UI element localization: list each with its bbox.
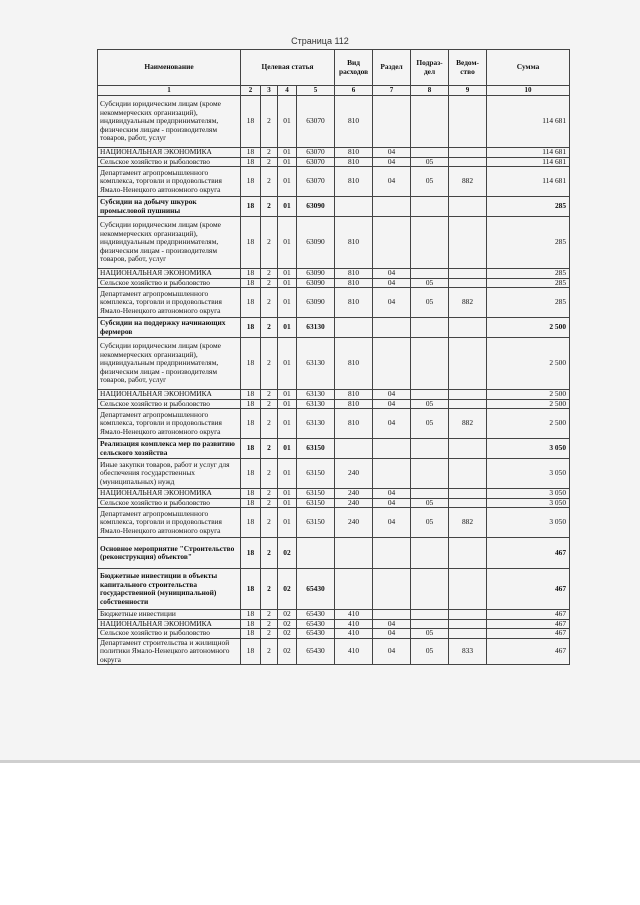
cell-code-b: 2 [261, 96, 278, 148]
cell-code-c: 02 [278, 619, 297, 629]
cell-name: Департамент строительства и жилищной политики Ямало-Ненецкого автономного округа [98, 638, 241, 665]
cell-name: Департамент агропромышленного комплекса, торговли и продовольствия Ямало-Ненецкого автономного округа [98, 288, 241, 318]
cell-code-d: 65430 [297, 569, 335, 610]
cell-subsection [411, 217, 449, 269]
cell-code-d: 63070 [297, 148, 335, 158]
cell-department [449, 498, 487, 508]
cell-code-d: 63130 [297, 409, 335, 439]
header-expense-type: Вид расходов [335, 50, 373, 86]
cell-section [373, 96, 411, 148]
cell-name: Сельское хозяйство и рыболовство [98, 157, 241, 167]
cell-expense-type: 240 [335, 489, 373, 499]
cell-sum: 2 500 [487, 338, 570, 390]
cell-code-c: 01 [278, 269, 297, 279]
cell-sum: 285 [487, 269, 570, 279]
cell-subsection: 05 [411, 157, 449, 167]
cell-department [449, 148, 487, 158]
cell-expense-type: 810 [335, 409, 373, 439]
cell-department [449, 217, 487, 269]
cell-section: 04 [373, 278, 411, 288]
cell-code-a: 18 [241, 167, 261, 197]
column-number: 5 [297, 86, 335, 96]
cell-name: Бюджетные инвестиции в объекты капитального строительства государственной (муниципальной) собственности [98, 569, 241, 610]
cell-code-d: 63130 [297, 390, 335, 400]
cell-code-b: 2 [261, 157, 278, 167]
cell-code-c: 02 [278, 629, 297, 639]
cell-name: Субсидии юридическим лицам (кроме некоммерческих организаций), индивидуальным предпринимателям, физическим лицам - производителям товаров, работ, услуг [98, 338, 241, 390]
cell-section: 04 [373, 148, 411, 158]
cell-section [373, 217, 411, 269]
cell-name: Департамент агропромышленного комплекса, торговли и продовольствия Ямало-Ненецкого автономного округа [98, 409, 241, 439]
cell-subsection [411, 569, 449, 610]
cell-subsection: 05 [411, 288, 449, 318]
page-number: Страница 112 [291, 36, 349, 46]
cell-subsection [411, 338, 449, 390]
table-row [98, 629, 570, 639]
cell-code-b: 2 [261, 629, 278, 639]
cell-department [449, 390, 487, 400]
cell-section: 04 [373, 157, 411, 167]
cell-expense-type: 240 [335, 498, 373, 508]
cell-code-b: 2 [261, 610, 278, 620]
cell-code-a: 18 [241, 508, 261, 538]
cell-name: Бюджетные инвестиции [98, 610, 241, 620]
table-row [98, 619, 570, 629]
table-row [98, 278, 570, 288]
cell-section: 04 [373, 638, 411, 665]
cell-expense-type [335, 569, 373, 610]
header-department: Ведом-ство [449, 50, 487, 86]
cell-code-a: 18 [241, 288, 261, 318]
cell-sum: 114 681 [487, 157, 570, 167]
cell-section: 04 [373, 288, 411, 318]
cell-section [373, 318, 411, 338]
cell-code-d: 63150 [297, 489, 335, 499]
table-row [98, 538, 570, 569]
cell-sum: 467 [487, 619, 570, 629]
cell-code-c: 01 [278, 489, 297, 499]
cell-code-b: 2 [261, 269, 278, 279]
cell-sum: 2 500 [487, 390, 570, 400]
cell-code-d: 65430 [297, 619, 335, 629]
cell-code-a: 18 [241, 197, 261, 217]
cell-sum: 285 [487, 197, 570, 217]
scan-edge [0, 760, 640, 763]
cell-subsection: 05 [411, 508, 449, 538]
cell-expense-type [335, 197, 373, 217]
cell-department [449, 399, 487, 409]
table-row [98, 498, 570, 508]
table-row [98, 390, 570, 400]
table-row [98, 288, 570, 318]
table-row [98, 167, 570, 197]
cell-subsection [411, 318, 449, 338]
cell-code-a: 18 [241, 217, 261, 269]
column-number: 1 [98, 86, 241, 96]
cell-code-b: 2 [261, 318, 278, 338]
cell-expense-type: 410 [335, 619, 373, 629]
cell-code-c: 01 [278, 459, 297, 489]
cell-section [373, 338, 411, 390]
cell-subsection: 05 [411, 409, 449, 439]
cell-code-c: 01 [278, 157, 297, 167]
cell-section [373, 459, 411, 489]
cell-code-c: 01 [278, 498, 297, 508]
cell-section [373, 610, 411, 620]
cell-department [449, 338, 487, 390]
table-row [98, 489, 570, 499]
cell-name: Департамент агропромышленного комплекса, торговли и продовольствия Ямало-Ненецкого автономного округа [98, 167, 241, 197]
table-row [98, 157, 570, 167]
cell-code-a: 18 [241, 278, 261, 288]
cell-code-b: 2 [261, 498, 278, 508]
cell-name: Субсидии юридическим лицам (кроме некоммерческих организаций), индивидуальным предпринимателям, физическим лицам - производителям товаров, работ, услуг [98, 96, 241, 148]
cell-code-c: 01 [278, 390, 297, 400]
cell-code-d: 63070 [297, 157, 335, 167]
table-row [98, 269, 570, 279]
cell-sum: 467 [487, 569, 570, 610]
cell-sum: 467 [487, 629, 570, 639]
cell-code-a: 18 [241, 538, 261, 569]
cell-expense-type: 810 [335, 157, 373, 167]
cell-subsection: 05 [411, 638, 449, 665]
cell-code-d: 65430 [297, 638, 335, 665]
cell-code-b: 2 [261, 338, 278, 390]
cell-code-a: 18 [241, 338, 261, 390]
table-row [98, 459, 570, 489]
cell-code-d: 63150 [297, 439, 335, 459]
cell-code-a: 18 [241, 638, 261, 665]
cell-section: 04 [373, 167, 411, 197]
cell-code-d: 63090 [297, 288, 335, 318]
cell-expense-type: 810 [335, 278, 373, 288]
cell-sum: 114 681 [487, 167, 570, 197]
cell-sum: 3 050 [487, 439, 570, 459]
header-sum: Сумма [487, 50, 570, 86]
cell-expense-type [335, 439, 373, 459]
cell-section: 04 [373, 489, 411, 499]
cell-sum: 3 050 [487, 498, 570, 508]
cell-code-a: 18 [241, 610, 261, 620]
column-number: 6 [335, 86, 373, 96]
cell-code-d: 65430 [297, 629, 335, 639]
column-number: 2 [241, 86, 261, 96]
cell-code-b: 2 [261, 390, 278, 400]
cell-code-b: 2 [261, 638, 278, 665]
cell-code-d: 63130 [297, 399, 335, 409]
cell-code-d: 63070 [297, 96, 335, 148]
cell-sum: 467 [487, 638, 570, 665]
table-row [98, 508, 570, 538]
cell-expense-type: 410 [335, 629, 373, 639]
cell-code-a: 18 [241, 399, 261, 409]
cell-expense-type: 810 [335, 96, 373, 148]
cell-code-d [297, 538, 335, 569]
cell-code-c: 02 [278, 610, 297, 620]
cell-code-a: 18 [241, 459, 261, 489]
cell-subsection [411, 148, 449, 158]
cell-department [449, 278, 487, 288]
cell-section [373, 569, 411, 610]
cell-subsection: 05 [411, 399, 449, 409]
cell-code-d: 65430 [297, 610, 335, 620]
cell-code-d: 63150 [297, 498, 335, 508]
table-row [98, 439, 570, 459]
cell-subsection: 05 [411, 167, 449, 197]
cell-code-d: 63070 [297, 167, 335, 197]
column-number: 10 [487, 86, 570, 96]
cell-code-c: 01 [278, 167, 297, 197]
cell-expense-type: 810 [335, 390, 373, 400]
cell-expense-type: 810 [335, 148, 373, 158]
cell-code-a: 18 [241, 489, 261, 499]
cell-code-a: 18 [241, 498, 261, 508]
cell-code-d: 63150 [297, 508, 335, 538]
cell-name: Субсидии юридическим лицам (кроме некоммерческих организаций), индивидуальным предпринимателям, физическим лицам - производителям товаров, работ, услуг [98, 217, 241, 269]
cell-section: 04 [373, 390, 411, 400]
cell-code-d: 63090 [297, 197, 335, 217]
cell-expense-type: 810 [335, 167, 373, 197]
cell-subsection [411, 459, 449, 489]
cell-expense-type: 810 [335, 399, 373, 409]
cell-expense-type: 810 [335, 338, 373, 390]
cell-code-c: 02 [278, 569, 297, 610]
table-row [98, 638, 570, 665]
header-section: Раздел [373, 50, 411, 86]
cell-name: Департамент агропромышленного комплекса, торговли и продовольствия Ямало-Ненецкого автономного округа [98, 508, 241, 538]
column-number: 3 [261, 86, 278, 96]
cell-section: 04 [373, 619, 411, 629]
cell-code-a: 18 [241, 569, 261, 610]
cell-name: Субсидии на поддержку начинающих фермеров [98, 318, 241, 338]
cell-sum: 285 [487, 217, 570, 269]
cell-code-a: 18 [241, 269, 261, 279]
cell-subsection: 05 [411, 498, 449, 508]
table-row [98, 96, 570, 148]
cell-department: 833 [449, 638, 487, 665]
cell-code-c: 01 [278, 288, 297, 318]
cell-code-c: 01 [278, 148, 297, 158]
cell-expense-type: 240 [335, 459, 373, 489]
cell-code-d: 63090 [297, 278, 335, 288]
cell-department [449, 538, 487, 569]
cell-section [373, 439, 411, 459]
table-row [98, 610, 570, 620]
cell-department [449, 610, 487, 620]
header-name: Наименование [98, 50, 241, 86]
cell-department [449, 619, 487, 629]
table-row [98, 399, 570, 409]
column-number: 4 [278, 86, 297, 96]
cell-code-b: 2 [261, 619, 278, 629]
cell-sum: 3 050 [487, 508, 570, 538]
cell-code-a: 18 [241, 318, 261, 338]
cell-sum: 114 681 [487, 148, 570, 158]
budget-table [97, 49, 570, 665]
table-row [98, 569, 570, 610]
table-row [98, 318, 570, 338]
cell-sum: 2 500 [487, 318, 570, 338]
cell-code-b: 2 [261, 217, 278, 269]
cell-code-c: 01 [278, 409, 297, 439]
cell-subsection: 05 [411, 278, 449, 288]
cell-name: НАЦИОНАЛЬНАЯ ЭКОНОМИКА [98, 489, 241, 499]
cell-code-c: 02 [278, 538, 297, 569]
cell-name: Иные закупки товаров, работ и услуг для обеспечения государственных (муниципальных) нужд [98, 459, 241, 489]
cell-expense-type: 240 [335, 508, 373, 538]
cell-name: НАЦИОНАЛЬНАЯ ЭКОНОМИКА [98, 269, 241, 279]
cell-expense-type: 810 [335, 288, 373, 318]
cell-sum: 3 050 [487, 459, 570, 489]
cell-department [449, 197, 487, 217]
cell-name: НАЦИОНАЛЬНАЯ ЭКОНОМИКА [98, 390, 241, 400]
cell-subsection [411, 197, 449, 217]
cell-subsection: 05 [411, 629, 449, 639]
cell-code-c: 01 [278, 399, 297, 409]
cell-section: 04 [373, 409, 411, 439]
cell-section [373, 197, 411, 217]
cell-expense-type: 410 [335, 638, 373, 665]
cell-code-c: 02 [278, 638, 297, 665]
cell-code-b: 2 [261, 399, 278, 409]
cell-section: 04 [373, 269, 411, 279]
cell-sum: 2 500 [487, 409, 570, 439]
cell-code-a: 18 [241, 148, 261, 158]
cell-code-c: 01 [278, 338, 297, 390]
cell-subsection [411, 489, 449, 499]
cell-code-a: 18 [241, 629, 261, 639]
cell-sum: 3 050 [487, 489, 570, 499]
column-number: 7 [373, 86, 411, 96]
cell-name: Субсидии на добычу шкурок промысловой пушнины [98, 197, 241, 217]
table-row [98, 217, 570, 269]
cell-code-b: 2 [261, 538, 278, 569]
cell-department [449, 489, 487, 499]
table-row [98, 148, 570, 158]
cell-department: 882 [449, 508, 487, 538]
cell-code-a: 18 [241, 439, 261, 459]
header-subsection: Подраз-дел [411, 50, 449, 86]
cell-department [449, 318, 487, 338]
cell-code-c: 01 [278, 439, 297, 459]
cell-name: НАЦИОНАЛЬНАЯ ЭКОНОМИКА [98, 148, 241, 158]
cell-subsection [411, 439, 449, 459]
cell-sum: 467 [487, 610, 570, 620]
cell-sum: 285 [487, 288, 570, 318]
header-row [98, 50, 570, 86]
cell-code-a: 18 [241, 390, 261, 400]
table-row [98, 197, 570, 217]
cell-department [449, 96, 487, 148]
table-body [98, 96, 570, 665]
cell-department [449, 157, 487, 167]
cell-code-b: 2 [261, 439, 278, 459]
cell-subsection [411, 610, 449, 620]
cell-expense-type [335, 538, 373, 569]
cell-code-b: 2 [261, 197, 278, 217]
cell-section: 04 [373, 399, 411, 409]
cell-code-a: 18 [241, 409, 261, 439]
cell-department [449, 569, 487, 610]
cell-expense-type: 810 [335, 269, 373, 279]
cell-name: Основное мероприятие "Строительство (реконструкция) объектов" [98, 538, 241, 569]
cell-code-b: 2 [261, 148, 278, 158]
column-number-row [98, 86, 570, 96]
cell-subsection [411, 96, 449, 148]
cell-department: 882 [449, 167, 487, 197]
cell-section: 04 [373, 508, 411, 538]
cell-department [449, 439, 487, 459]
cell-code-d: 63130 [297, 338, 335, 390]
cell-department [449, 269, 487, 279]
cell-section [373, 538, 411, 569]
cell-code-b: 2 [261, 508, 278, 538]
cell-subsection [411, 269, 449, 279]
cell-code-d: 63090 [297, 217, 335, 269]
cell-code-b: 2 [261, 459, 278, 489]
cell-expense-type: 410 [335, 610, 373, 620]
cell-code-b: 2 [261, 569, 278, 610]
cell-code-b: 2 [261, 409, 278, 439]
cell-subsection [411, 390, 449, 400]
cell-expense-type: 810 [335, 217, 373, 269]
cell-code-c: 01 [278, 96, 297, 148]
cell-code-c: 01 [278, 278, 297, 288]
cell-code-d: 63090 [297, 269, 335, 279]
cell-name: Сельское хозяйство и рыболовство [98, 278, 241, 288]
cell-code-a: 18 [241, 96, 261, 148]
cell-department [449, 459, 487, 489]
cell-name: Реализация комплекса мер по развитию сельского хозяйства [98, 439, 241, 459]
cell-code-c: 01 [278, 217, 297, 269]
column-number: 9 [449, 86, 487, 96]
cell-subsection [411, 538, 449, 569]
cell-code-d: 63150 [297, 459, 335, 489]
cell-code-b: 2 [261, 167, 278, 197]
column-number: 8 [411, 86, 449, 96]
header-target: Целевая статья [241, 50, 335, 86]
cell-name: Сельское хозяйство и рыболовство [98, 498, 241, 508]
cell-expense-type [335, 318, 373, 338]
cell-code-a: 18 [241, 619, 261, 629]
cell-sum: 114 681 [487, 96, 570, 148]
cell-subsection [411, 619, 449, 629]
cell-section: 04 [373, 629, 411, 639]
cell-code-c: 01 [278, 197, 297, 217]
cell-name: НАЦИОНАЛЬНАЯ ЭКОНОМИКА [98, 619, 241, 629]
cell-code-c: 01 [278, 508, 297, 538]
cell-code-d: 63130 [297, 318, 335, 338]
cell-sum: 467 [487, 538, 570, 569]
cell-name: Сельское хозяйство и рыболовство [98, 399, 241, 409]
cell-code-b: 2 [261, 489, 278, 499]
cell-code-c: 01 [278, 318, 297, 338]
cell-sum: 2 500 [487, 399, 570, 409]
cell-name: Сельское хозяйство и рыболовство [98, 629, 241, 639]
cell-code-a: 18 [241, 157, 261, 167]
cell-sum: 285 [487, 278, 570, 288]
cell-code-b: 2 [261, 278, 278, 288]
cell-section: 04 [373, 498, 411, 508]
table-row [98, 409, 570, 439]
cell-code-b: 2 [261, 288, 278, 318]
table-row [98, 338, 570, 390]
cell-department: 882 [449, 288, 487, 318]
cell-department: 882 [449, 409, 487, 439]
cell-department [449, 629, 487, 639]
